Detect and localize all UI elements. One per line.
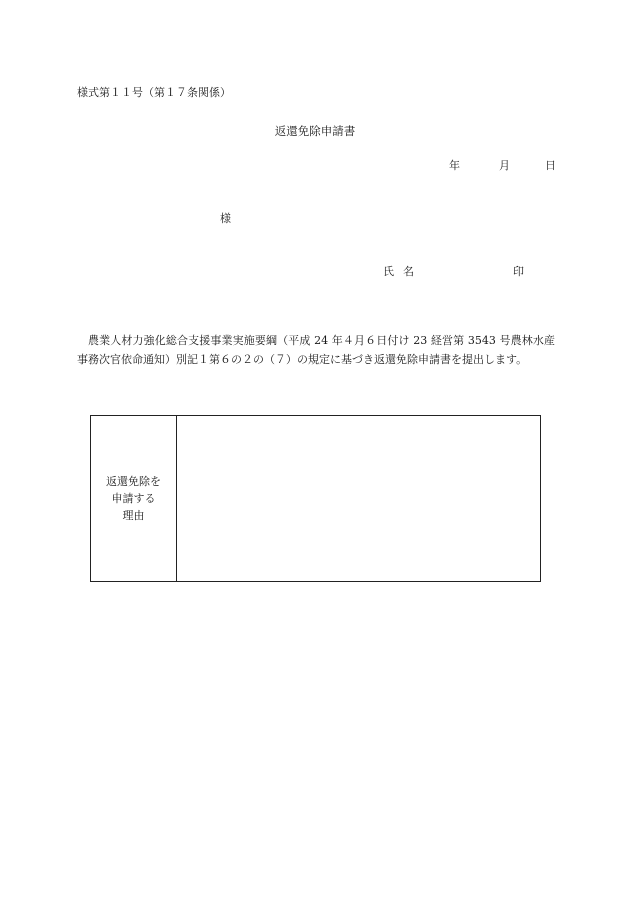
- date-month-label: 月: [499, 159, 510, 172]
- addressee-honorific: 様: [220, 212, 231, 225]
- reason-input-cell[interactable]: [177, 416, 540, 581]
- seal-mark: 印: [513, 265, 524, 278]
- applicant-name-label: 氏名: [383, 265, 423, 278]
- application-body-text: 農業人材力強化総合支援事業実施要綱（平成 24 年４月６日付け 23 経営第 3543 号農林水産事務次官依命通知）別記１第６の２の（７）の規定に基づき返還免除申請書を提出します。: [77, 334, 555, 366]
- date-day-label: 日: [545, 159, 556, 172]
- reason-label: 返還免除を 申請する 理由: [106, 475, 161, 522]
- document-title: 返還免除申請書: [274, 124, 356, 138]
- reason-table: [90, 415, 541, 582]
- reason-label-cell: [91, 416, 177, 581]
- date-year-label: 年: [449, 159, 460, 172]
- form-number: 様式第１１号（第１７条関係）: [77, 86, 231, 99]
